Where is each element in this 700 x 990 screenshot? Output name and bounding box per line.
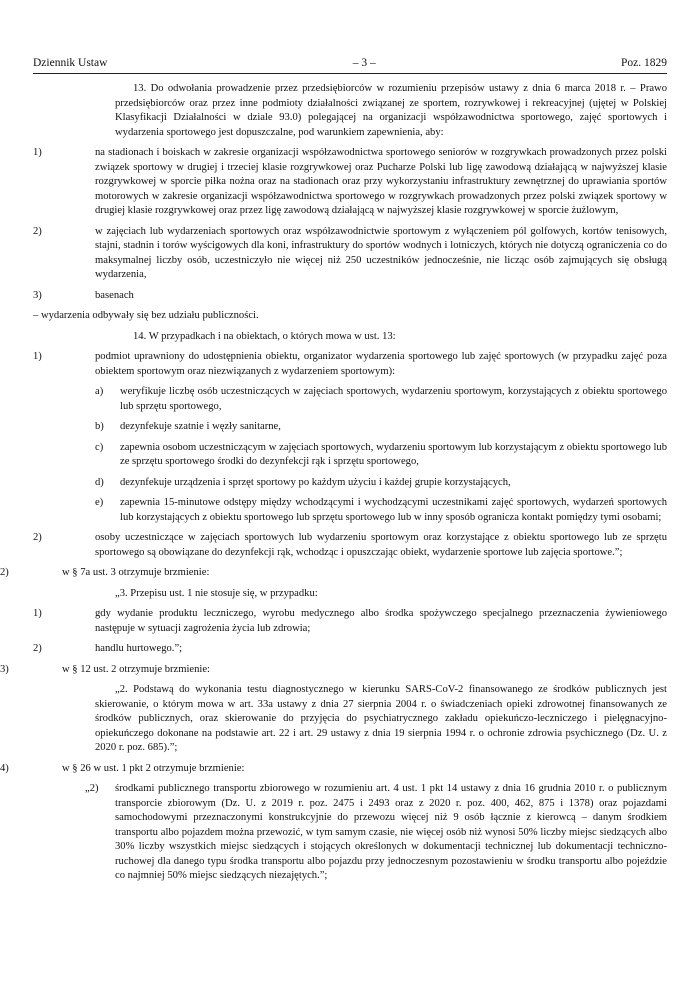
item-text: basenach (95, 289, 134, 301)
item-number: 1) (33, 351, 42, 362)
p14-letter-b (33, 420, 667, 435)
item-number: 2) (33, 532, 42, 543)
item-text: w zajęciach lub wydarzeniach sportowych oraz współzawodnictwie sportowym z wyłączeniem pól golfowych, kortów tenisowych, stajni, stadnin i torów wyścigowych dla koni, infrastruktury do sportów wodnych i lotniczych, których nie dotyczą ograniczenia co do maksymalnej liczby osób, uczestniczyło nie więcej niż 250 uczestników jednocześnie, nie licząc osób zajmujących się obsługą wydarzenia, (95, 225, 667, 280)
item-text: handlu hurtowego.”; (95, 643, 183, 654)
change-number: 2) (0, 567, 9, 578)
p13-item-2 (33, 225, 667, 283)
p13-item-1 (33, 146, 667, 219)
change-3 (0, 663, 667, 678)
letter-text: zapewnia 15-minutowe odstępy między wchodzącymi i wychodzącymi uczestnikami zajęć sportowych, wydarzeń sportowych lub korzystających z obiektu sportowego lub sprzętu sportowego lub w inny sposób ogranicza kontakt pomiędzy tymi osobami; (120, 497, 667, 523)
letter-number: a) (95, 386, 104, 397)
change-2-quote: „3. Przepisu ust. 1 nie stosuje się, w przypadku: (115, 587, 318, 599)
quote-text: środkami publicznego transportu zbiorowego w rozumieniu art. 4 ust. 1 pkt 14 ustawy z dnia 16 grudnia 2010 r. o publicznym transporcie zbiorowym (Dz. U. z 2019 r. poz. 2475 i 2493 oraz z 2020 r. poz. 400, 462, 875 i 1378) oraz pojazdami samochodowymi przeznaczonymi konstrukcyjnie do przewozu więcej niż 9 osób łącznie z kierowcą – danym środkiem transportu albo pojazdem można przewozić, w tym samym czasie, nie więcej osób niż wynosi 50% liczby miejsc siedzących albo 30% liczby wszystkich miejsc siedzących i stojących określonych w dokumentacji technicznej lub dokumentacji techniczno-ruchowej dla danego typu środka transportu albo pojazdu przy jednoczesnym pozostawieniu w środku transportu albo pojeździe co najmniej 50% miejsc siedzących niezajętych.”; (115, 783, 667, 881)
change-2 (0, 566, 667, 581)
paragraph-13-tail: – wydarzenia odbywały się bez udziału publiczności. (33, 310, 259, 321)
p14-item-2 (33, 531, 667, 560)
page-number: – 3 – (352, 57, 376, 69)
header-divider (33, 73, 667, 74)
letter-text: weryfikuje liczbę osób uczestniczących w zajęciach sportowych, wydarzeniu sportowym, korzystających z obiektu sportowego lub sprzętu sportowego, (120, 386, 667, 412)
item-number: 3) (33, 289, 42, 301)
p14-letter-a (33, 385, 667, 414)
item-text: osoby uczestniczące w zajęciach sportowych lub wydarzeniu sportowym oraz korzystające z obiektu sportowego lub ze sprzętu sportowego są obowiązane do dezynfekcji rąk, wchodząc i opuszczając obiekt, wydarzenie sportowe lub zajęcia sportowe.”; (95, 532, 667, 558)
paragraph-14: 14. W przypadkach i na obiektach, o których mowa w ust. 13: (133, 330, 396, 342)
p14-letter-e (33, 496, 667, 525)
change-text: w § 26 w ust. 1 pkt 2 otrzymuje brzmienie: (62, 762, 245, 774)
item-text: gdy wydanie produktu leczniczego, wyrobu medycznego albo środka spożywczego specjalnego przeznaczenia żywieniowego następuje w sytuacji zagrożenia życia lub zdrowia; (95, 608, 667, 634)
letter-number: c) (95, 441, 104, 453)
letter-number: e) (95, 497, 104, 508)
letter-text: zapewnia osobom uczestniczącym w zajęciach sportowych, wydarzeniu sportowym lub korzystającym z obiektu sportowego lub ze sprzętu sportowego środki do dezynfekcji rąk i sprzętu sportowego, (120, 441, 667, 467)
document-body (0, 82, 667, 890)
journal-title: Dziennik Ustaw (33, 57, 108, 69)
p14-letter-d (33, 476, 667, 491)
page-header (33, 56, 667, 71)
p14-item-1 (33, 350, 667, 379)
position-number: Poz. 1829 (620, 57, 667, 69)
change-2-item-1 (33, 607, 667, 636)
p13-item-3 (33, 289, 667, 304)
item-number: 2) (33, 225, 42, 237)
change-text: w § 7a ust. 3 otrzymuje brzmienie: (62, 567, 210, 578)
change-number: 3) (0, 663, 9, 675)
letter-text: dezynfekuje urządzenia i sprzęt sportowy po każdym użyciu i każdej grupie korzystających, (120, 476, 511, 488)
item-number: 1) (33, 608, 42, 619)
item-number: 1) (33, 147, 42, 158)
change-2-item-2 (33, 642, 667, 657)
letter-text: dezynfekuje szatnie i węzły sanitarne, (120, 421, 281, 432)
paragraph-13: 13. Do odwołania prowadzenie przez przedsiębiorców w rozumieniu przepisów ustawy z dnia 6 marca 2018 r. – Prawo przedsiębiorców oraz przez inne podmioty działalności związanej ze sportem, rozrywkowej i rekreacyjnej (ujętej w Polskiej Klasyfikacji Działalności w dziale 93.0) polegającej na organizacji współzawodnictwa sportowego, zajęć sportowych i wydarzenia sportowego jest dopuszczalne, pod warunkiem zapewnienia, aby: (115, 83, 667, 138)
change-4 (0, 762, 667, 777)
item-text: na stadionach i boiskach w zakresie organizacji współzawodnictwa sportowego seniorów w rozgrywkach prowadzonych przez polski związek sportowy w drugiej i trzeciej klasie rozgrywkowej oraz Pucharze Polski lub ligę zawodową działającą w najwyższej klasie rozgrywkowej w sporcie piłka nożna oraz na stadionach oraz przy wykorzystaniu infrastruktury zewnętrznej do uprawiania sportów motorowych w zakresie organizacji współzawodnictwa sportowego w rozgrywkach prowadzonych przez polski związek sportowy w drugiej klasie rozgrywkowej oraz przez ligę zawodową działającą w najwyższej klasie rozgrywkowej w sporcie żużlowym, (95, 147, 667, 216)
item-number: 2) (33, 643, 42, 654)
p14-letter-c (33, 441, 667, 470)
letter-number: d) (95, 476, 104, 488)
change-text: w § 12 ust. 2 otrzymuje brzmienie: (62, 663, 210, 675)
change-4-quote (33, 782, 667, 884)
change-3-quote: „2. Podstawą do wykonania testu diagnostycznego w kierunku SARS-CoV-2 finansowanego ze środków publicznych jest skierowanie, o którym mowa w art. 33a ustawy z dnia 27 sierpnia 2004 r. o świadczeniach opieki zdrowotnej finansowanych ze środków publicznych, oraz skierowanie do przyjęcia do psychiatrycznego zakładu opiekuńczo-leczniczego i pielęgnacyjno-opiekuńczego dokonane na podstawie art. 22 i art. 29 ustawy z dnia 19 sierpnia 1994 r. o ochronie zdrowia psychicznego (Dz. U. z 2020 r. poz. 685).”; (95, 684, 667, 753)
item-text: podmiot uprawniony do udostępnienia obiektu, organizator wydarzenia sportowego lub zajęć sportowych (w przypadku zajęć poza obiektem sportowym oraz niezwiązanych z wydarzeniem sportowym): (95, 351, 667, 377)
letter-number: b) (95, 421, 104, 432)
quote-number: „2) (85, 783, 99, 794)
change-number: 4) (0, 762, 9, 774)
